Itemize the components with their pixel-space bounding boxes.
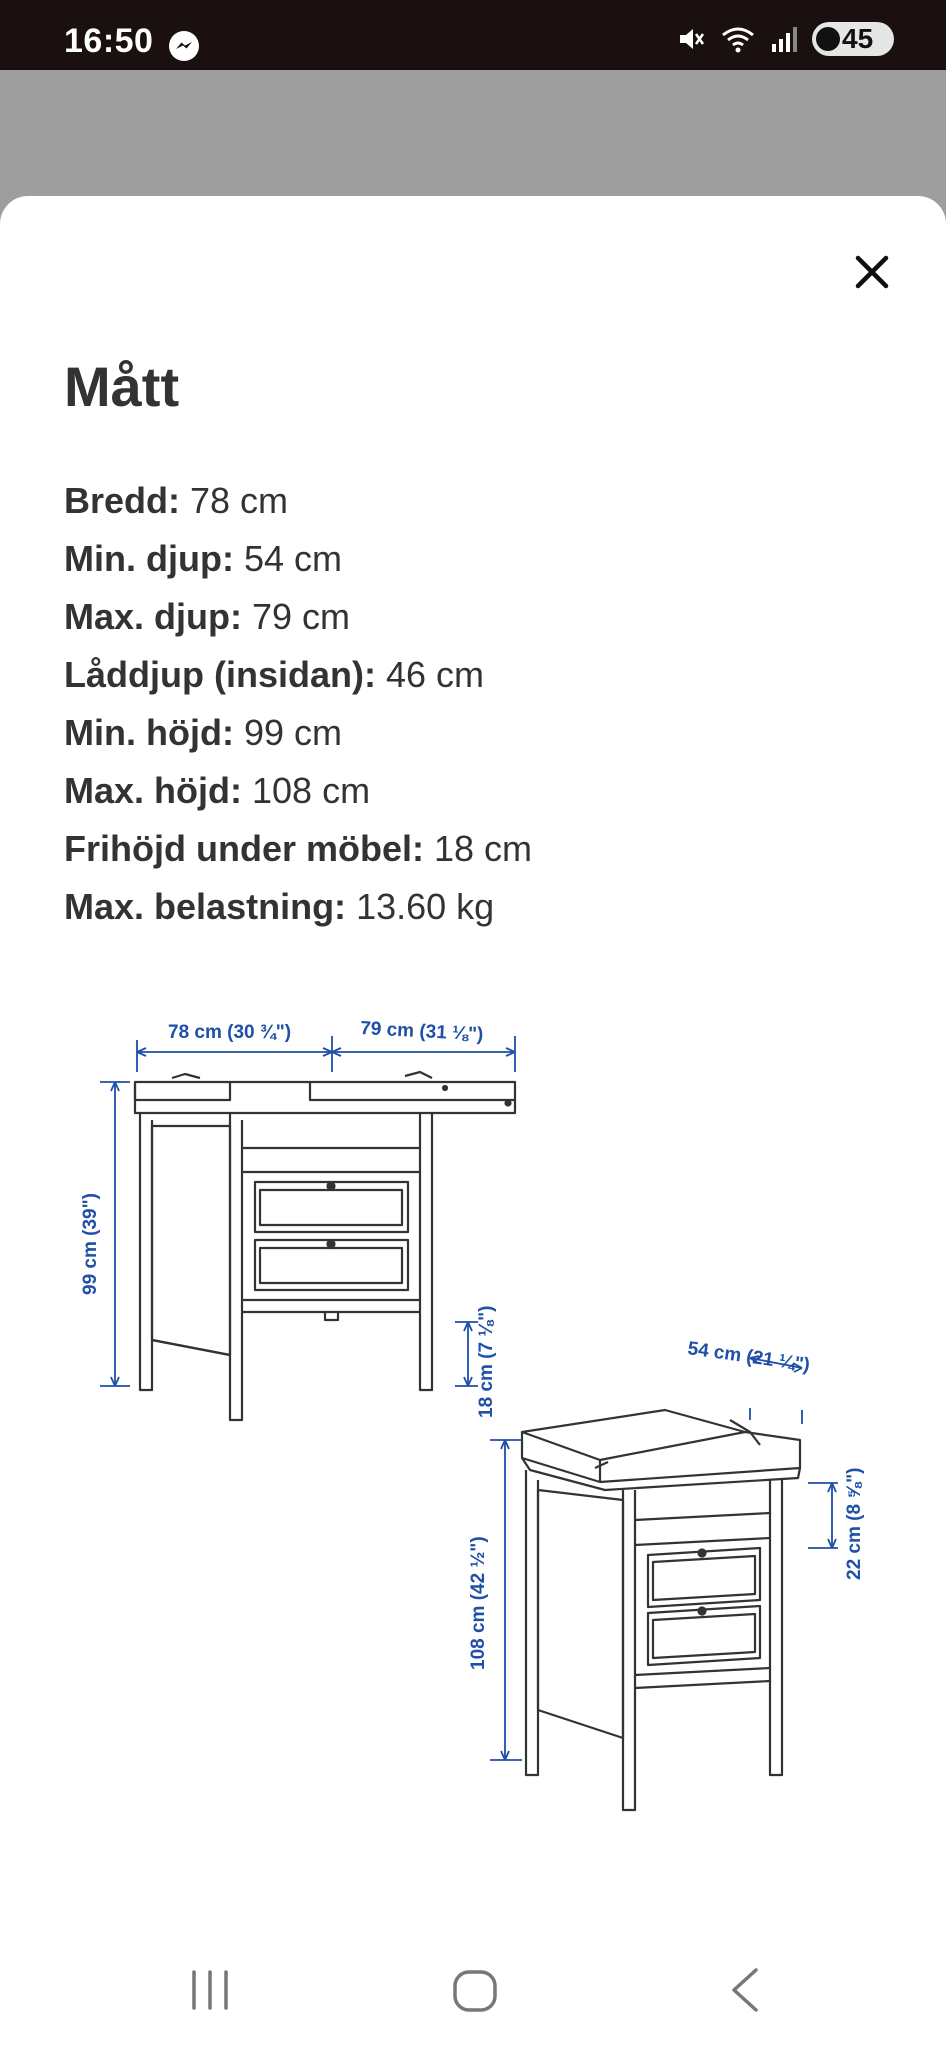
changing-table-open-illustration [135, 1072, 515, 1420]
spec-row-min-depth [64, 530, 904, 588]
spec-label: Max. djup: [64, 596, 242, 637]
dim-clearance-label: 18 cm (7 ⅛") [476, 1305, 497, 1418]
dimension-diagram [60, 1000, 900, 1830]
wifi-icon [720, 24, 756, 54]
home-icon[interactable] [451, 1960, 499, 2020]
back-icon[interactable] [720, 1960, 768, 2020]
spec-row-clearance [64, 820, 904, 878]
page-title: Mått [64, 355, 180, 418]
battery-icon [816, 27, 840, 51]
recent-apps-icon[interactable] [186, 1960, 234, 2020]
spec-value: 54 cm [243, 538, 343, 579]
spec-value: 13.60 kg [356, 886, 495, 927]
spec-row-max-depth [64, 588, 904, 646]
spec-row-min-height [64, 704, 904, 762]
status-icons [676, 22, 894, 56]
spec-value: 46 cm [385, 654, 485, 695]
spec-row-drawer-depth [64, 646, 904, 704]
spec-label: Frihöjd under möbel: [64, 828, 424, 869]
spec-value: 18 cm [434, 828, 533, 869]
close-icon[interactable] [848, 248, 896, 296]
spec-label: Min. höjd: [64, 712, 234, 753]
spec-value: 99 cm [243, 712, 343, 753]
spec-list [64, 472, 904, 936]
spec-row-max-height [64, 762, 904, 820]
spec-value: 108 cm [252, 770, 371, 811]
dim-max-height-label: 108 cm (42 ½") [468, 1536, 489, 1670]
messenger-icon [168, 30, 200, 62]
spec-value: 79 cm [252, 596, 351, 637]
mute-icon [676, 24, 706, 54]
spec-value: 78 cm [190, 480, 289, 521]
status-time: 16:50 [64, 22, 154, 60]
spec-row-max-load [64, 878, 904, 936]
status-bar [0, 0, 946, 70]
signal-icon [770, 24, 798, 54]
dimmed-background[interactable] [0, 70, 946, 200]
dim-open-depth-label: 79 cm (31 ⅛") [359, 1018, 484, 1046]
changing-table-closed-illustration [522, 1410, 800, 1810]
dim-rail-height-label: 22 cm (8 ⅝") [844, 1467, 865, 1580]
spec-label: Låddjup (insidan): [64, 654, 376, 695]
spec-label: Bredd: [64, 480, 180, 521]
battery-indicator [812, 22, 894, 56]
dim-closed-depth-label: 54 cm (21 ¼") [686, 1338, 812, 1377]
dim-width-label: 78 cm (30 ¾") [168, 1022, 292, 1043]
battery-level: 45 [842, 23, 874, 54]
spec-row-width [64, 472, 904, 530]
navigation-bar [0, 1940, 946, 2049]
dim-min-height-label: 99 cm (39") [80, 1193, 101, 1295]
spec-label: Max. belastning: [64, 886, 347, 927]
spec-label: Min. djup: [64, 538, 234, 579]
spec-label: Max. höjd: [64, 770, 242, 811]
